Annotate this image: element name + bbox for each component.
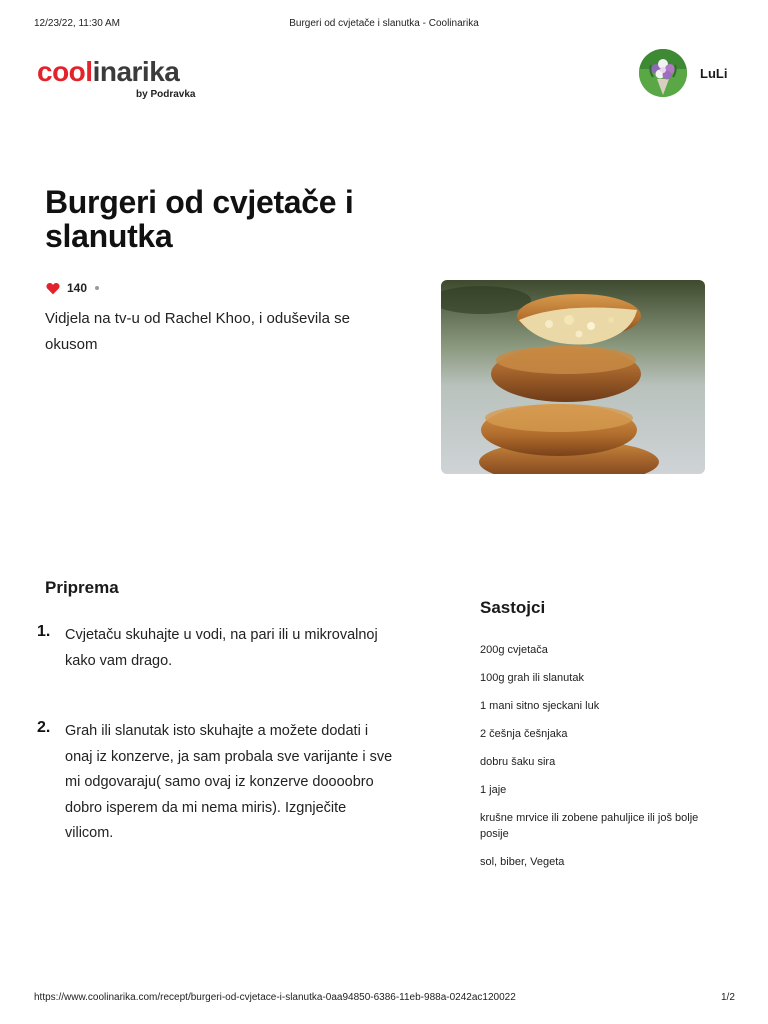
- recipe-photo: [441, 280, 705, 474]
- ingredients-list: [480, 642, 710, 882]
- ingredients-heading: Sastojci: [480, 598, 546, 617]
- heart-icon[interactable]: [46, 282, 60, 295]
- logo-part-cool: cool: [37, 56, 93, 87]
- recipe-title: Burgeri od cvjetače i slanutka: [45, 184, 354, 254]
- step-text: Cvjetaču skuhajte u vodi, na pari ili u mikrovalnoj kako vam drago.: [65, 627, 378, 669]
- logo-wordmark: [37, 57, 207, 87]
- print-page-number: 1/2: [721, 992, 735, 1003]
- avatar-flowers-icon[interactable]: [639, 49, 687, 97]
- separator-dot: [95, 286, 99, 290]
- ingredient-item: 100g grah ili slanutak: [480, 672, 584, 684]
- print-url: https://www.coolinarika.com/recept/burgeri-od-cvjetace-i-slanutka-0aa94850-6386-11eb-988a-0242ac120022: [34, 992, 516, 1003]
- ingredient-item: 1 jaje: [480, 784, 507, 796]
- coolinarika-logo[interactable]: [37, 56, 207, 100]
- ingredient-item: krušne mrvice ili zobene pahuljice ili još bolje posije: [480, 812, 699, 840]
- logo-part-inarika: inarika: [92, 56, 180, 87]
- print-header: [0, 18, 768, 32]
- print-tab-title: Burgeri od cvjetače i slanutka - Coolinarika: [289, 18, 479, 29]
- ingredient-item: 200g cvjetača: [480, 644, 548, 656]
- ingredient-item: dobru šaku sira: [480, 756, 556, 768]
- step-number: 1.: [37, 623, 51, 640]
- user-name[interactable]: LuLi: [700, 66, 728, 81]
- step-number: 2.: [37, 719, 51, 736]
- likes-counter[interactable]: [46, 280, 99, 296]
- logo-byline: by Podravka: [136, 89, 196, 100]
- ingredient-item: 2 češnja češnjaka: [480, 728, 568, 740]
- ingredient-item: 1 mani sitno sjeckani luk: [480, 700, 600, 712]
- print-datetime: 12/23/22, 11:30 AM: [34, 18, 120, 29]
- step-text: Grah ili slanutak isto skuhajte a možete dodati i onaj iz konzerve, ja sam probala sve varijante i sve mi odgovaraju( samo ovaj iz konzerve doooobro dobro isperem da mi nema miris). Izgnječite vilicom.: [65, 723, 393, 841]
- ingredient-item: sol, biber, Vegeta: [480, 856, 565, 868]
- recipe-description: Vidjela na tv-u od Rachel Khoo, i oduševila se okusom: [45, 310, 350, 353]
- preparation-heading: Priprema: [45, 578, 119, 597]
- likes-count: 140: [67, 281, 88, 295]
